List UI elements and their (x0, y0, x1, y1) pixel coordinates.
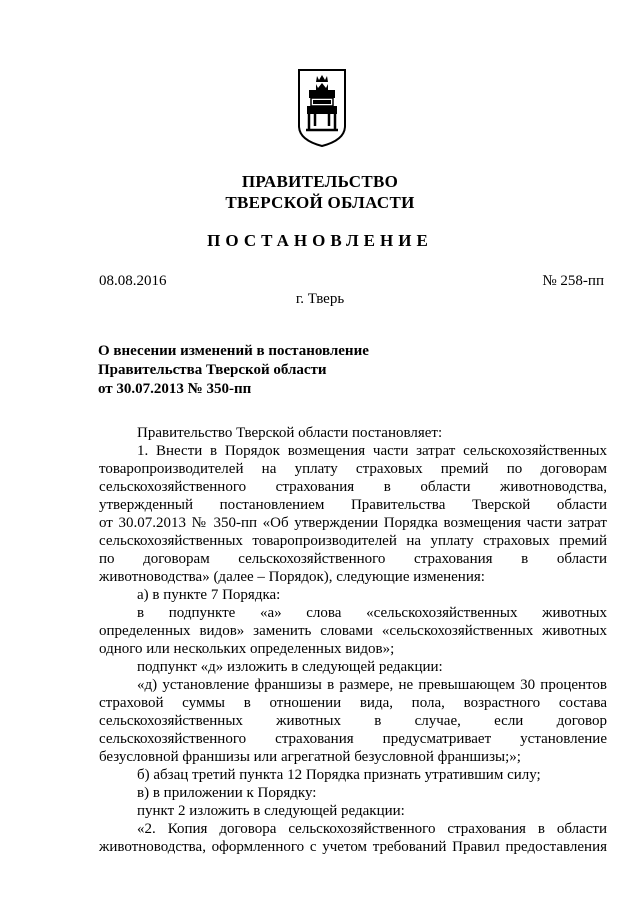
document-subject (98, 342, 369, 399)
body-line: «2. Копия договора сельскохозяйственного страхования в области (137, 821, 607, 837)
body-line: страховой суммы в отношении вида, пола, возрастного состава (99, 695, 607, 711)
body-line: подпункт «д» изложить в следующей редакции: (137, 659, 443, 675)
document-date: 08.08.2016 (99, 273, 167, 289)
body-line: товаропроизводителей на уплату страховых премий по договорам (99, 461, 607, 477)
body-line: утвержденный постановлением Правительства Тверской области (99, 497, 607, 513)
body-line: Правительство Тверской области постановляет: (137, 425, 443, 441)
body-line: по договорам сельскохозяйственного страхования в области (99, 551, 607, 567)
body-line: от 30.07.2013 № 350-пп «Об утверждении Порядка возмещения части затрат (99, 515, 607, 531)
body-line: животноводства, оформленного с учетом требований Правил предоставления (99, 839, 607, 855)
tver-coat-of-arms-icon (297, 68, 347, 148)
body-line: определенных видов» заменить словами «сельскохозяйственных животных (99, 623, 607, 639)
body-line: а) в пункте 7 Порядка: (137, 587, 281, 603)
body-line: сельскохозяйственного страхования предусматривает установление (99, 731, 607, 747)
document-type: ПОСТАНОВЛЕНИЕ (207, 231, 433, 250)
body-line: сельскохозяйственных товаропроизводителей на уплату страховых премий (99, 533, 607, 549)
document-body (99, 424, 607, 856)
subject-line: Правительства Тверской области (98, 362, 327, 378)
government-name-line2: ТВЕРСКОЙ ОБЛАСТИ (225, 193, 415, 212)
subject-line: от 30.07.2013 № 350-пп (98, 381, 252, 397)
document-number: № 258-пп (542, 273, 604, 289)
body-line: в подпункте «а» слова «сельскохозяйственных животных (137, 605, 607, 621)
government-name-line1: ПРАВИТЕЛЬСТВО (241, 172, 399, 191)
body-line: 1. Внести в Порядок возмещения части затрат сельскохозяйственных (137, 443, 607, 459)
body-line: сельскохозяйственного страхования в области животноводства, (99, 479, 607, 495)
subject-line: О внесении изменений в постановление (98, 343, 369, 359)
body-line: безусловной франшизы или агрегатной безусловной франшизы;»; (99, 749, 521, 765)
body-line: «д) установление франшизы в размере, не превышающем 30 процентов (137, 677, 607, 693)
body-line: сельскохозяйственных животных в случае, если договор (99, 713, 607, 729)
body-line: животноводства» (далее – Порядок), следующие изменения: (99, 569, 485, 585)
body-line: пункт 2 изложить в следующей редакции: (137, 803, 405, 819)
body-line: в) в приложении к Порядку: (137, 785, 317, 801)
body-line: б) абзац третий пункта 12 Порядка признать утратившим силу; (137, 767, 541, 783)
body-line: одного или нескольких определенных видов»; (99, 641, 395, 657)
document-city: г. Тверь (295, 291, 345, 307)
